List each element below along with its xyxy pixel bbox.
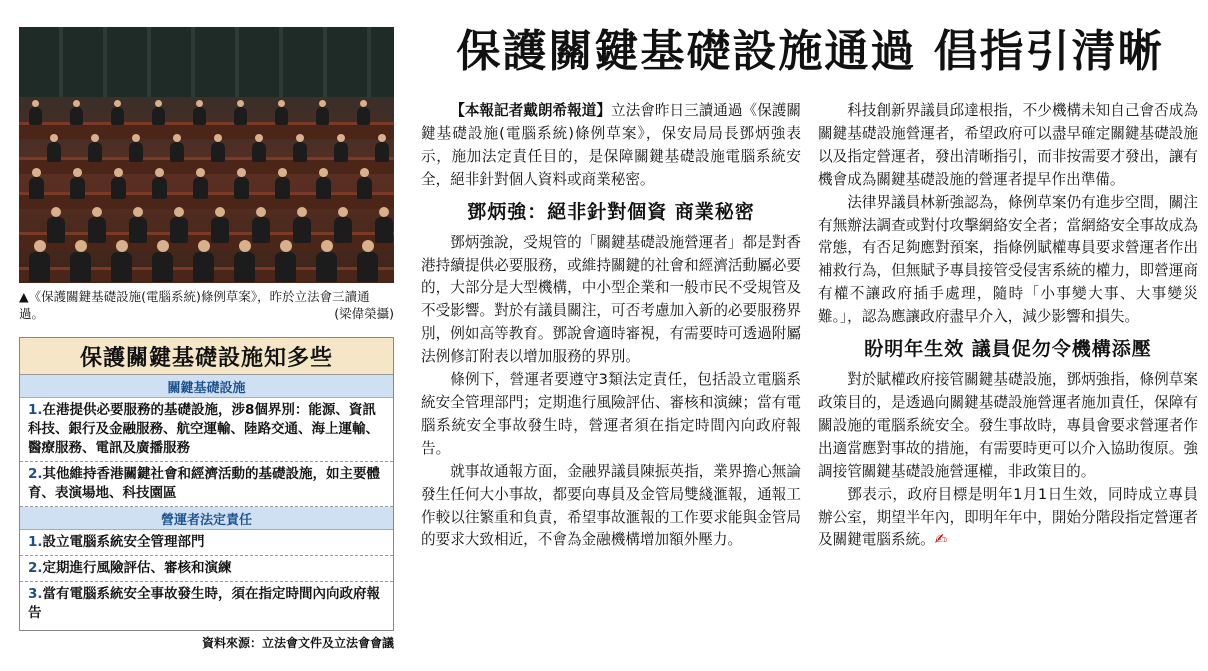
legislator-head <box>75 240 87 252</box>
legislator-head <box>198 240 210 252</box>
legislator <box>316 252 337 282</box>
legislator-head <box>360 100 367 107</box>
legislator-head <box>196 100 203 107</box>
legislator-head <box>362 240 374 252</box>
legislator-head <box>92 207 102 217</box>
legislator <box>357 107 370 125</box>
legislator <box>152 107 165 125</box>
legislator-head <box>50 134 58 142</box>
legislator <box>275 107 288 125</box>
legislator <box>170 217 188 243</box>
legislator-head <box>255 134 263 142</box>
legislator-head <box>157 240 169 252</box>
legislator-head <box>214 134 222 142</box>
legislator-head <box>155 100 162 107</box>
legislator-head <box>73 100 80 107</box>
legislator-head <box>133 207 143 217</box>
legislator <box>70 107 83 125</box>
legislator <box>316 107 329 125</box>
legislator-head <box>297 207 307 217</box>
chamber-wall <box>19 27 394 97</box>
data-source: 資料來源：立法會文件及立法會會議 <box>201 636 394 650</box>
legislator-head <box>34 240 46 252</box>
legislator <box>275 252 296 282</box>
end-mark-icon: ✍ <box>934 531 947 549</box>
legislator <box>211 142 225 162</box>
legislator <box>29 252 50 282</box>
legislator-head <box>321 240 333 252</box>
legislator-head <box>173 134 181 142</box>
legislator-head <box>379 207 389 217</box>
legislator-head <box>360 168 369 177</box>
legislator <box>375 217 393 243</box>
legislator <box>152 177 167 199</box>
photo-caption <box>19 288 394 322</box>
legislator <box>47 217 65 243</box>
legislator <box>234 252 255 282</box>
legislator <box>29 177 44 199</box>
photo-credit: (梁偉榮攝) <box>334 306 394 321</box>
section-title-infrastructure: 關鍵基礎設施 <box>20 375 393 398</box>
legislator <box>234 177 249 199</box>
legislator-head <box>215 207 225 217</box>
legislator <box>129 217 147 243</box>
legislator <box>111 252 132 282</box>
legislator <box>211 217 229 243</box>
legislator <box>334 217 352 243</box>
paragraph: 鄧炳強說，受規管的「關鍵基礎設施營運者」都是對香港持續提供必要服務，或維持關鍵的社會和經濟活動屬必要的，大部分是大型機構，中小型企業和一般市民不受規管及不受影響。對於有議員關注，可否考慮加入新的必要服務界別，例如高等教育。鄧說會適時審視，有需要時可透過附屬法例修訂附表以增加服務的界別。 <box>421 233 801 366</box>
legislator-head <box>73 168 82 177</box>
subhead: 盼明年生效 議員促勿令機構添壓 <box>864 338 1152 361</box>
paragraph: 鄧表示，政府目標是明年1月1日生效，同時成立專員辦公室，期望半年內，即明年年中，開始分階段指定營運者及關鍵電腦系統。✍ <box>818 485 1198 549</box>
legislator-head <box>319 100 326 107</box>
paragraph: 法律界議員林新強認為，條例草案仍有進步空間，關注有無辦法調查或對付攻擊網絡安全者；當網絡安全事故成為常態，有否足夠應對預案，指條例賦權專員要求營運者作出補救行為，但無賦予專員接管受侵害系統的權力，即營運商有權不讓政府插手處理，隨時「小事變大事、大事變災難。」，認為應讓政府盡早介入，減少影響和損失。 <box>818 193 1198 326</box>
legislator-head <box>337 134 345 142</box>
legislator <box>252 217 270 243</box>
legislator <box>193 252 214 282</box>
info-box-title: 保護關鍵基礎設施知多些 <box>20 338 393 375</box>
legislator <box>47 142 61 162</box>
list-item: 1.在港提供必要服務的基礎設施，涉8個界別：能源、資訊科技、銀行及金融服務、航空運輸、陸路交通、海上運輸、醫療服務、電訊及廣播服務 <box>20 398 393 462</box>
legislator-head <box>278 100 285 107</box>
legislator <box>293 142 307 162</box>
legislator-head <box>278 168 287 177</box>
legislator-head <box>280 240 292 252</box>
legislator <box>70 177 85 199</box>
legislator <box>170 142 184 162</box>
article-column-1 <box>421 100 801 552</box>
legislator <box>111 107 124 125</box>
legislator <box>88 217 106 243</box>
legislator <box>193 177 208 199</box>
legislator <box>70 252 91 282</box>
legislator <box>152 252 173 282</box>
legislator <box>252 142 266 162</box>
legislator <box>193 107 206 125</box>
legislator-head <box>32 100 39 107</box>
legislator-head <box>51 207 61 217</box>
article-column-2 <box>818 100 1198 552</box>
list-item: 3.當有電腦系統安全事故發生時，須在指定時間內向政府報告 <box>28 586 381 621</box>
legislator <box>129 142 143 162</box>
legislator <box>29 107 42 125</box>
legislator-head <box>114 168 123 177</box>
legislator-head <box>91 134 99 142</box>
subhead: 鄧炳強：絕非針對個資 商業秘密 <box>467 200 755 223</box>
list-item: 2.其他維持香港關鍵社會和經濟活動的基礎設施，如主要體育、表演場地、科技園區 <box>20 462 393 507</box>
legislator-head <box>256 207 266 217</box>
paragraph: 就事故通報方面，金融界議員陳振英指，業界擔心無論發生任何大小事故，都要向專員及金管局雙綫滙報，通報工作較以往繁重和負責，希望事故滙報的工作要求能與金管局的要求大致相近，不會為金融機構增加額外壓力。 <box>421 462 801 549</box>
byline: 【本報記者戴朗希報道】 <box>450 102 611 119</box>
legislator <box>357 252 378 282</box>
legislator-head <box>32 168 41 177</box>
legislator <box>357 177 372 199</box>
legislator <box>234 107 247 125</box>
legislator <box>111 177 126 199</box>
lead-paragraph: 【本報記者戴朗希報道】立法會昨日三讀通過《保護關鍵基礎設施(電腦系統)條例草案》，保安局局長鄧炳強表示，施加法定責任目的，是保障關鍵基礎設施電腦系統安全，絕非針對個人資料或商業秘密。 <box>421 102 801 188</box>
legislator <box>293 217 311 243</box>
legislator <box>334 142 348 162</box>
legislator-head <box>155 168 164 177</box>
caption-text: ▲《保護關鍵基礎設施(電腦系統)條例草案》，昨於立法會三讀通過。 <box>19 289 370 321</box>
legislator <box>275 177 290 199</box>
paragraph: 對於賦權政府接管關鍵基礎設施，鄧炳強指，條例草案政策目的，是透過向關鍵基礎設施營運者施加責任，保障有關設施的電腦系統安全。發生事故時，專員會要求營運者作出適當應對事故的措施，有需要時更可以介入協助復原。強調接管關鍵基礎設施營運權，非政策目的。 <box>818 371 1198 480</box>
legislator-head <box>338 207 348 217</box>
legco-vote-photo <box>19 27 394 283</box>
list-item: 2.定期進行風險評估、審核和演練 <box>20 556 393 582</box>
section-title-duties: 營運者法定責任 <box>20 507 393 530</box>
paragraph: 條例下，營運者要遵守3類法定責任，包括設立電腦系統安全管理部門；定期進行風險評估、審核和演練；當有電腦系統安全事故發生時，營運者須在指定時間內向政府報告。 <box>421 371 801 457</box>
legislator-head <box>237 100 244 107</box>
paragraph: 科技創新界議員邱達根指，不少機構未知自己會否成為關鍵基礎設施營運者，希望政府可以盡早確定關鍵基礎設施以及指定營運者，發出清晰指引，而非按需要才發出，讓有機會成為關鍵基礎設施的營運者提早作出準備。 <box>818 102 1198 188</box>
legislator-head <box>296 134 304 142</box>
legislator-head <box>174 207 184 217</box>
legislator-head <box>196 168 205 177</box>
info-box <box>19 337 394 631</box>
legislator <box>88 142 102 162</box>
legislator-head <box>237 168 246 177</box>
legislator-head <box>378 134 386 142</box>
legislator-head <box>114 100 121 107</box>
legislator-head <box>239 240 251 252</box>
legislator <box>375 142 389 162</box>
list-item: 1.設立電腦系統安全管理部門 <box>20 530 393 556</box>
legislator-head <box>132 134 140 142</box>
legislator-head <box>116 240 128 252</box>
headline: 保護關鍵基礎設施通過 倡指引清晰 <box>456 26 1164 77</box>
legislator-head <box>319 168 328 177</box>
legislator <box>316 177 331 199</box>
